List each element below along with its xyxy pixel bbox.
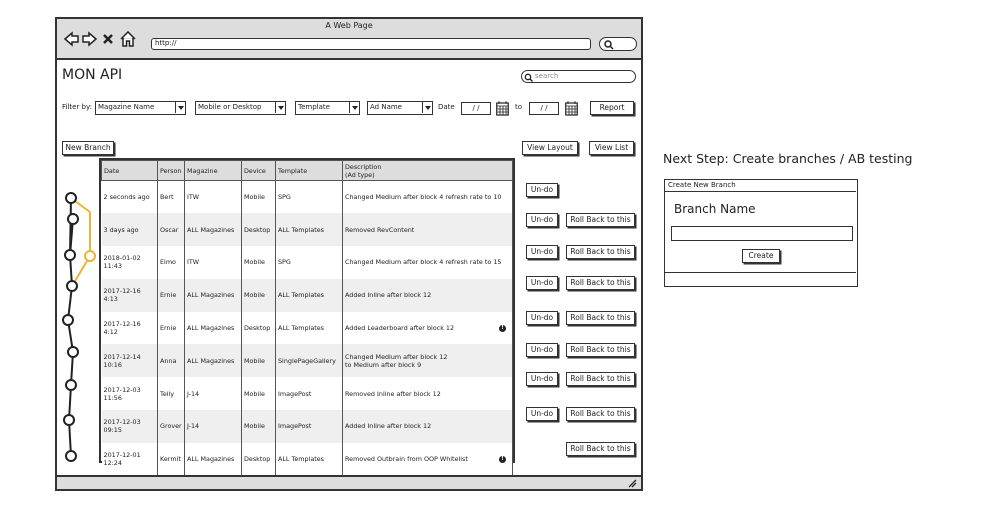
cell-date: 2017-12-16 4:13 [102, 279, 158, 312]
table-row[interactable] [102, 312, 513, 345]
rollback-button[interactable]: Roll Back to this [566, 343, 635, 357]
commit-node[interactable] [66, 380, 76, 390]
cell-magazine: ITW [185, 181, 242, 214]
cell-device: Mobile [242, 279, 276, 312]
cell-desc: Added Inline after block 12 [343, 410, 513, 443]
undo-button[interactable]: Un-do [526, 213, 558, 227]
rollback-button[interactable]: Roll Back to this [566, 213, 635, 227]
template-dropdown[interactable] [295, 101, 360, 115]
cell-template: ImagePost [276, 410, 343, 443]
to-label: to [515, 103, 523, 111]
cell-magazine: J-14 [185, 377, 242, 410]
undo-button[interactable]: Un-do [526, 311, 558, 325]
rollback-button[interactable]: Roll Back to this [566, 276, 635, 290]
cell-magazine: ALL Magazines [185, 344, 242, 377]
cell-person: Ernie [158, 279, 185, 312]
column-header-magazine: Magazine [185, 161, 242, 181]
cell-desc: Added Inline after block 12 [343, 279, 513, 312]
date-from-input[interactable]: / / [461, 102, 491, 115]
chevron-down-icon [422, 102, 432, 113]
status-bar [57, 475, 641, 489]
calendar-icon[interactable] [565, 101, 578, 116]
cell-desc: Removed RevContent [343, 213, 513, 246]
table-row[interactable] [102, 213, 513, 246]
branch-name-label: Branch Name [674, 202, 756, 216]
table-row[interactable] [102, 246, 513, 279]
window-title: A Web Page [325, 21, 373, 30]
cell-date: 2 seconds ago [102, 181, 158, 214]
dialog-title: Create New Branch [665, 180, 856, 192]
device-dropdown-value: Mobile or Desktop [198, 103, 262, 111]
report-button[interactable]: Report [590, 101, 634, 115]
branch-graph [0, 0, 110, 470]
cell-template: SPG [276, 181, 343, 214]
column-header-template: Template [276, 161, 343, 181]
cell-desc: Removed Outbrain from OOP Whitelist [343, 443, 513, 476]
undo-button[interactable]: Un-do [526, 183, 558, 197]
cell-person: Telly [158, 377, 185, 410]
rollback-button[interactable]: Roll Back to this [566, 442, 635, 456]
cell-device: Desktop [242, 443, 276, 476]
cell-template: ALL Templates [276, 279, 343, 312]
branch-commit-node[interactable] [85, 251, 95, 261]
chevron-down-icon [275, 102, 285, 113]
cell-magazine: ITW [185, 246, 242, 279]
cell-date: 2018-01-02 11:43 [102, 246, 158, 279]
table-row[interactable] [102, 410, 513, 443]
view-layout-button[interactable]: View Layout [522, 141, 578, 155]
cell-device: Desktop [242, 312, 276, 345]
commit-node[interactable] [63, 315, 73, 325]
resize-grip-icon[interactable] [627, 478, 637, 488]
cell-person: Oscar [158, 213, 185, 246]
next-step-heading: Next Step: Create branches / AB testing [663, 151, 913, 166]
table-row[interactable] [102, 181, 513, 214]
cell-person: Ernie [158, 312, 185, 345]
cell-template: ALL Templates [276, 213, 343, 246]
template-dropdown-value: Template [298, 103, 330, 111]
column-header-device: Device [242, 161, 276, 181]
undo-button[interactable]: Un-do [526, 276, 558, 290]
undo-button[interactable]: Un-do [526, 343, 558, 357]
date-to-input[interactable]: / / [529, 102, 559, 115]
search-icon [524, 73, 534, 83]
page-title: MON API [62, 67, 123, 83]
browser-titlebar [57, 19, 641, 60]
cell-device: Mobile [242, 377, 276, 410]
cell-template: ImagePost [276, 377, 343, 410]
cell-date: 2017-12-01 12:24 [102, 443, 158, 476]
cell-magazine: J-14 [185, 410, 242, 443]
exclamation-icon: ! [499, 456, 506, 463]
chevron-down-icon [349, 102, 359, 113]
cell-date: 3 days ago [102, 213, 158, 246]
magazine-dropdown-value: Magazine Name [98, 103, 155, 111]
column-header-person: Person [158, 161, 185, 181]
cell-template: SinglePageGallery [276, 344, 343, 377]
cell-person: Elmo [158, 246, 185, 279]
cell-magazine: ALL Magazines [185, 312, 242, 345]
exclamation-icon: ! [499, 325, 506, 332]
address-bar[interactable]: http:// [151, 38, 591, 50]
cell-device: Mobile [242, 181, 276, 214]
cell-date: 2017-12-03 11:56 [102, 377, 158, 410]
rollback-button[interactable]: Roll Back to this [566, 372, 635, 386]
cell-person: Kermit [158, 443, 185, 476]
table-header [102, 161, 513, 181]
new-branch-button[interactable]: New Branch [62, 141, 114, 155]
cell-desc: Added Leaderboard after block 12 [343, 312, 513, 345]
date-label: Date [438, 103, 455, 111]
commit-node[interactable] [66, 193, 76, 203]
commit-node[interactable] [67, 281, 77, 291]
filter-label: Filter by: [62, 103, 92, 111]
branch-name-input[interactable] [671, 226, 853, 241]
cell-date: 2017-12-03 09:15 [102, 410, 158, 443]
history-table [99, 158, 515, 468]
table-row[interactable] [102, 344, 513, 377]
cell-desc: Removed Inline after block 12 [343, 377, 513, 410]
cell-template: ALL Templates [276, 312, 343, 345]
cell-person: Anna [158, 344, 185, 377]
commit-node[interactable] [68, 214, 78, 224]
cell-date: 2017-12-14 10:16 [102, 344, 158, 377]
cell-magazine: ALL Magazines [185, 279, 242, 312]
cell-date: 2017-12-16 4:12 [102, 312, 158, 345]
undo-button[interactable]: Un-do [526, 407, 558, 421]
home-icon[interactable] [120, 31, 135, 47]
cell-device: Mobile [242, 246, 276, 279]
column-header-description: Description (Ad type) [343, 161, 513, 181]
view-list-button[interactable]: View List [589, 141, 634, 155]
table-row[interactable] [102, 279, 513, 312]
cell-person: Grover [158, 410, 185, 443]
cell-device: Mobile [242, 344, 276, 377]
cell-magazine: ALL Magazines [185, 213, 242, 246]
undo-button[interactable]: Un-do [526, 372, 558, 386]
ad-name-dropdown[interactable] [367, 101, 433, 115]
rollback-button[interactable]: Roll Back to this [566, 407, 635, 421]
cell-device: Desktop [242, 213, 276, 246]
table-row[interactable] [102, 377, 513, 410]
rollback-button[interactable]: Roll Back to this [566, 245, 635, 259]
commit-node[interactable] [65, 250, 75, 260]
search-icon [603, 39, 615, 51]
search-input[interactable]: search [521, 70, 636, 83]
commit-node[interactable] [64, 415, 74, 425]
commit-node[interactable] [66, 451, 76, 461]
rollback-button[interactable]: Roll Back to this [566, 311, 635, 325]
undo-button[interactable]: Un-do [526, 245, 558, 259]
commit-node[interactable] [68, 347, 78, 357]
chevron-down-icon [175, 102, 185, 113]
dialog-footer [665, 272, 856, 286]
branch-edge [70, 198, 71, 255]
browser-search-field[interactable] [599, 37, 637, 51]
cell-template: ALL Templates [276, 443, 343, 476]
column-header-date: Date [102, 161, 158, 181]
calendar-icon[interactable] [496, 101, 509, 116]
cell-desc: Changed Medium after block 4 refresh rate to 10 [343, 181, 513, 214]
cell-desc: Changed Medium after block 4 refresh rate to 15 [343, 246, 513, 279]
cell-magazine: ALL Magazines [185, 443, 242, 476]
cell-person: Bert [158, 181, 185, 214]
ad-name-dropdown-value: Ad Name [370, 103, 402, 111]
table-row[interactable] [102, 443, 513, 476]
device-dropdown[interactable] [195, 101, 286, 115]
cell-desc: Changed Medium after block 12 to Medium after block 9 [343, 344, 513, 377]
create-button[interactable]: Create [742, 249, 780, 263]
cell-template: SPG [276, 246, 343, 279]
cell-device: Mobile [242, 410, 276, 443]
create-branch-dialog [664, 179, 858, 287]
